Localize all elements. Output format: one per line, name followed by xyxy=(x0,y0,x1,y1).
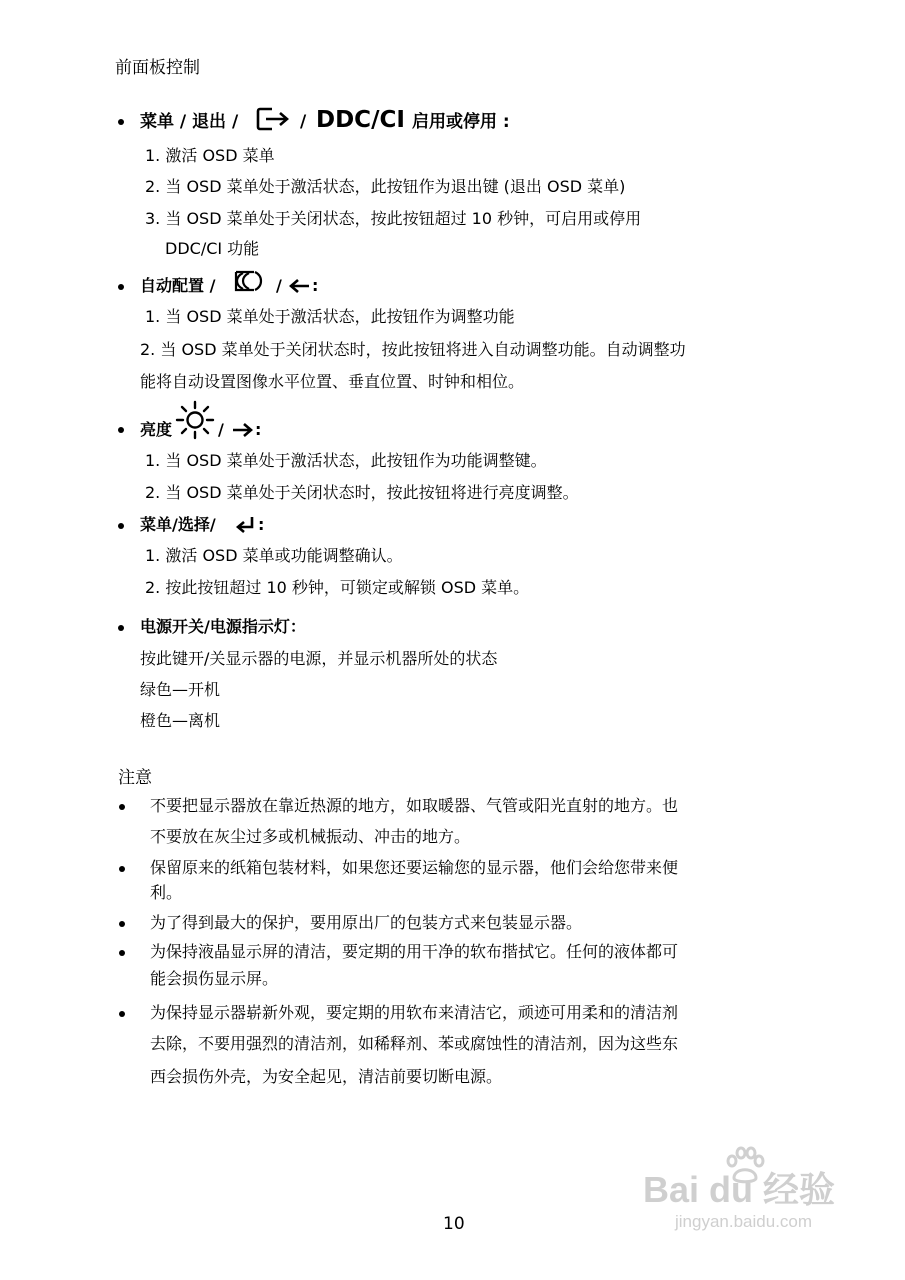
notice-title: 注意 xyxy=(118,768,152,788)
bullet xyxy=(119,1011,125,1017)
notice-line: 不要把显示器放在靠近热源的地方，如取暖器、气管或阳光直射的地方。也 xyxy=(150,796,679,815)
bullet xyxy=(119,950,125,956)
list-item: 2. 按此按钮超过 10 秒钟，可锁定或解锁 OSD 菜单。 xyxy=(145,578,530,597)
watermark-brand: Bai du 经验 xyxy=(643,1169,836,1210)
text-line: 绿色—开机 xyxy=(140,680,221,699)
notice-line: 不要放在灰尘过多或机械振动、冲击的地方。 xyxy=(150,827,471,846)
section4-heading-colon: : xyxy=(258,515,265,534)
section2-heading-slash: / xyxy=(276,276,282,295)
bullet xyxy=(118,427,124,433)
list-item: 2. 当 OSD 菜单处于激活状态，此按钮作为退出键 (退出 OSD 菜单) xyxy=(145,177,626,196)
notice-line: 为了得到最大的保护，要用原出厂的包装方式来包装显示器。 xyxy=(150,913,583,932)
notice-line: 利。 xyxy=(150,883,183,902)
page-number: 10 xyxy=(443,1214,465,1234)
section1-heading-b: 启用或停用 : xyxy=(412,112,510,132)
section1-heading-slash: / xyxy=(300,112,307,132)
list-item: 2. 当 OSD 菜单处于关闭状态时，按此按钮将进行亮度调整。 xyxy=(145,483,579,502)
notice-line: 西会损伤外壳，为安全起见，清洁前要切断电源。 xyxy=(150,1067,503,1086)
right-arrow-icon xyxy=(231,422,253,438)
text-line: 橙色—离机 xyxy=(140,711,221,730)
list-item: 1. 当 OSD 菜单处于激活状态，此按钮作为调整功能 xyxy=(145,307,515,326)
auto-config-icon xyxy=(233,269,267,293)
section2-heading-a: 自动配置 / xyxy=(140,276,216,295)
section3-heading-slash: / xyxy=(218,420,224,439)
watermark-url: jingyan.baidu.com xyxy=(675,1212,813,1231)
left-arrow-icon xyxy=(289,278,311,294)
notice-line: 能会损伤显示屏。 xyxy=(150,969,279,988)
list-item: 3. 当 OSD 菜单处于关闭状态，按此按钮超过 10 秒钟，可启用或停用 xyxy=(145,209,642,228)
section4-heading-a: 菜单/选择/ xyxy=(140,515,216,534)
ddc-ci-label: DDC/CI xyxy=(316,107,405,133)
list-item: 1. 当 OSD 菜单处于激活状态，此按钮作为功能调整键。 xyxy=(145,451,547,470)
page-title: 前面板控制 xyxy=(115,58,200,78)
bullet xyxy=(118,284,124,290)
list-item: DDC/CI 功能 xyxy=(165,239,260,258)
bullet xyxy=(119,804,125,810)
section3-heading-colon: : xyxy=(255,420,262,439)
exit-icon xyxy=(256,106,296,132)
bullet xyxy=(118,523,124,529)
section3-heading-a: 亮度 xyxy=(140,420,173,439)
enter-icon xyxy=(234,515,256,535)
notice-line: 为保持液晶显示屏的清洁，要定期的用干净的软布揩拭它。任何的液体都可 xyxy=(150,942,679,961)
notice-line: 为保持显示器崭新外观，要定期的用软布来清洁它，顽迹可用柔和的清洁剂 xyxy=(150,1003,679,1022)
section1-heading-a: 菜单 / 退出 / xyxy=(140,112,239,132)
section2-heading-colon: : xyxy=(312,276,319,295)
list-item: 能将自动设置图像水平位置、垂直位置、时钟和相位。 xyxy=(140,372,525,391)
notice-line: 去除，不要用强烈的清洁剂，如稀释剂、苯或腐蚀性的清洁剂，因为这些东 xyxy=(150,1034,679,1053)
text-line: 按此键开/关显示器的电源，并显示机器所处的状态 xyxy=(140,649,498,668)
bullet xyxy=(119,866,125,872)
list-item: 1. 激活 OSD 菜单或功能调整确认。 xyxy=(145,546,403,565)
bullet xyxy=(119,921,125,927)
list-item: 1. 激活 OSD 菜单 xyxy=(145,146,275,165)
list-item: 2. 当 OSD 菜单处于关闭状态时，按此按钮将进入自动调整功能。自动调整功 xyxy=(140,340,686,359)
brightness-icon xyxy=(175,400,215,440)
notice-line: 保留原来的纸箱包装材料，如果您还要运输您的显示器，他们会给您带来便 xyxy=(150,858,679,877)
bullet xyxy=(118,119,124,125)
bullet xyxy=(118,625,124,631)
section5-heading: 电源开关/电源指示灯： xyxy=(140,617,306,636)
